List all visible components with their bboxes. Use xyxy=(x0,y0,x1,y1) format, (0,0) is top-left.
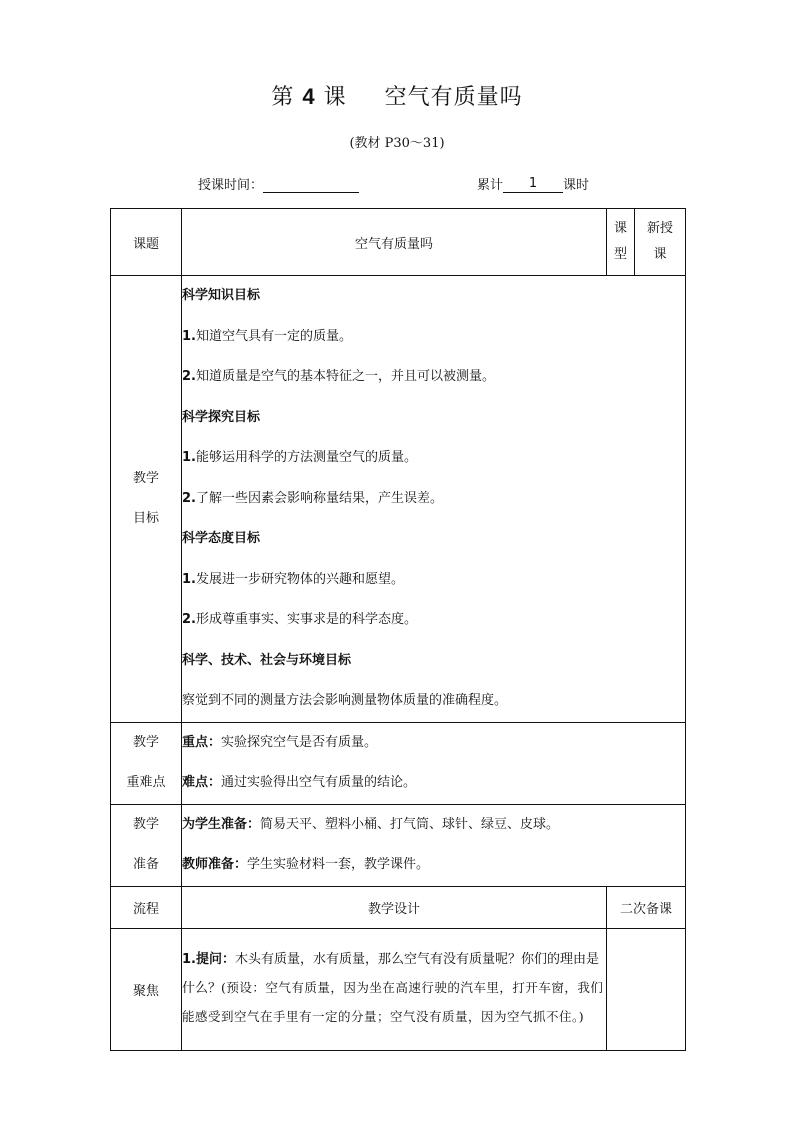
goal-item: 察觉到不同的测量方法会影响测量物体质量的准确程度。 xyxy=(182,693,508,708)
goal-item: 1.能够运用科学的方法测量空气的质量。 xyxy=(182,450,417,465)
prep-content xyxy=(182,804,686,886)
student-prep: 为学生准备：简易天平、塑料小桶、打气筒、球针、绿豆、皮球。 xyxy=(182,816,560,832)
goals-content xyxy=(182,276,686,723)
class-time-blank xyxy=(263,176,359,193)
expected-answer: (预设：空气有质量，因为坐在高速行驶的汽车里，打开车窗，我们能感受到空气在手里有一定的分量；空气没有质量，因为空气抓不住。) xyxy=(182,980,604,1024)
cumulative-value: 1 xyxy=(503,176,563,193)
class-time: 授课时间： xyxy=(198,174,359,193)
goal-item: 1.发展进一步研究物体的兴趣和愿望。 xyxy=(182,571,404,587)
textbook-pages: (教材 P30～31) xyxy=(349,136,445,151)
second-prep-cell xyxy=(607,928,686,1050)
teacher-prep: 教师准备：学生实验材料一套，教学课件。 xyxy=(182,857,430,872)
topic-row xyxy=(111,209,686,276)
lesson-title: 第 4 课 空气有质量吗 xyxy=(271,84,523,110)
design-header: 教学设计 xyxy=(182,886,607,928)
prep-row xyxy=(111,804,686,886)
goal-heading: 科学知识目标 xyxy=(182,288,261,303)
goal-heading: 科学态度目标 xyxy=(182,531,261,546)
second-prep-header: 二次备课 xyxy=(607,886,686,928)
goals-label: 教学 目标 xyxy=(111,276,182,723)
goal-heading: 科学探究目标 xyxy=(182,409,261,425)
lesson-plan-table xyxy=(110,208,686,1051)
design-header-row xyxy=(111,886,686,928)
keypoints-row xyxy=(111,722,686,804)
goal-item: 2.了解一些因素会影响称量结果，产生误差。 xyxy=(182,490,443,506)
goal-item: 2.知道质量是空气的基本特征之一，并且可以被测量。 xyxy=(182,369,495,384)
lesson-name: 空气有质量吗 xyxy=(384,85,523,110)
type-value: 新授课 xyxy=(635,209,686,276)
difficult-point: 难点：通过实验得出空气有质量的结论。 xyxy=(182,775,417,790)
goal-item: 2.形成尊重事实、实事求是的科学态度。 xyxy=(182,612,417,627)
keypoints-content xyxy=(182,722,686,804)
prep-label: 教学 准备 xyxy=(111,804,182,886)
goal-item: 1.知道空气具有一定的质量。 xyxy=(182,328,352,344)
goal-heading: 科学、技术、社会与环境目标 xyxy=(182,652,352,668)
flow-header: 流程 xyxy=(111,886,182,928)
topic-label: 课题 xyxy=(111,209,182,276)
type-label: 课型 xyxy=(607,209,635,276)
cumulative-hours: 累计 1 课时 xyxy=(477,176,590,193)
goals-row xyxy=(111,276,686,723)
key-point: 重点：实验探究空气是否有质量。 xyxy=(182,734,378,750)
topic-value: 空气有质量吗 xyxy=(182,209,607,276)
focus-label: 聚焦 xyxy=(111,928,182,1050)
focus-row xyxy=(111,928,686,1050)
keypoints-label: 教学 重难点 xyxy=(111,722,182,804)
focus-content: 1.提问：木头有质量，水有质量，那么空气有没有质量呢？你们的理由是什么？(预设：空气有质量，因为坐在高速行驶的汽车里，打开车窗，我们能感受到空气在手里有一定的分量；空气没有质量，因为空气抓不住。) xyxy=(182,928,607,1050)
